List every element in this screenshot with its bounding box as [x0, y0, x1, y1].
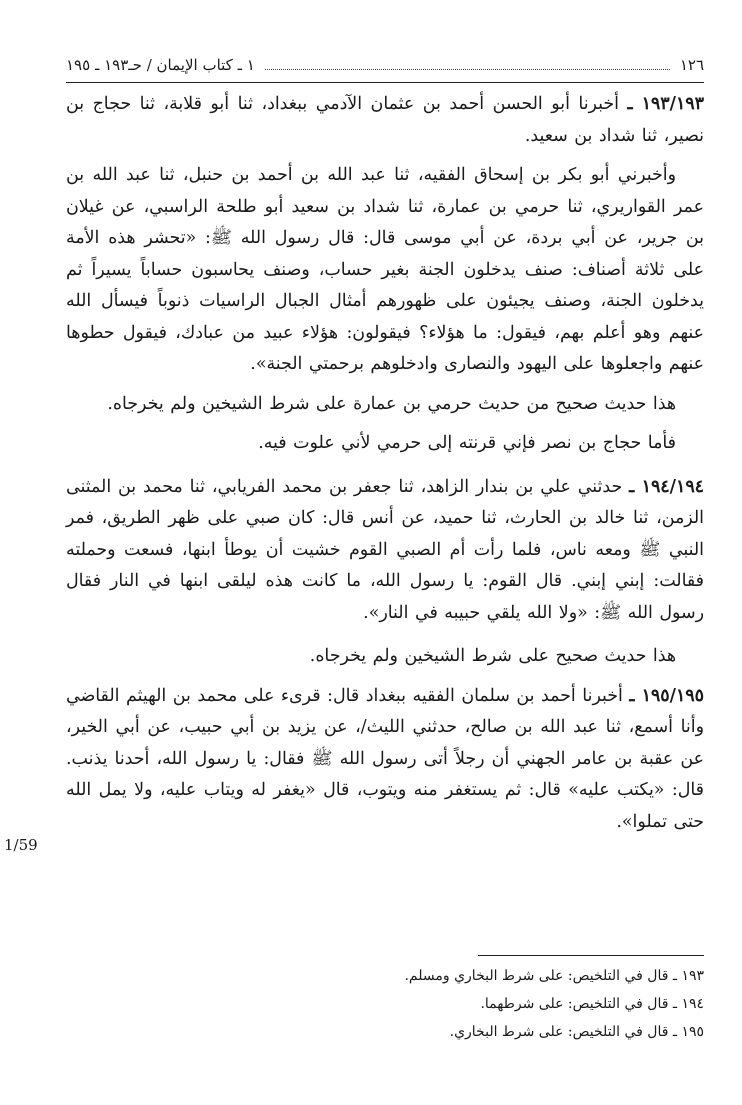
- authentication-paragraph: [66, 641, 704, 673]
- paragraph-text: فأما حجاج بن نصر فإني قرنته إلى حرمي لأني علوت فيه.: [258, 433, 676, 453]
- hadith-193-chain-paragraph: [66, 160, 704, 381]
- paragraph-text: وأخبرني أبو بكر بن إسحاق الفقيه، ثنا عبد الله بن أحمد بن حنبل، ثنا عبد الله بن عمر القواريري، ثنا حرمي بن عمارة، ثنا شداد بن سعيد أبو طلحة الراسبي، عن غيلان بن جرير، عن أبي بردة، عن أبي موسى قال: قال رسول الله ﷺ: «تحشر هذه الأمة على ثلاثة أصناف: صنف يدخلون الجنة بغير حساب، وصنف يحاسبون حساباً يسيراً ثم يدخلون الجنة، وصنف يجيئون على ظهورهم أمثال الجبال الراسيات ذنوباً فيسأل الله عنهم وهو أعلم بهم، فيقول: ما هؤلاء؟ فيقولون: هؤلاء عبيد من عبادك، فيقول حطوها عنهم واجعلوها على اليهود والنصارى وادخلوهم برحمتي الجنة».: [66, 165, 704, 374]
- authentication-paragraph: [66, 389, 704, 421]
- hadith-number: ١٩٣/١٩٣ ـ: [627, 94, 704, 114]
- page-number: ١٢٦: [679, 56, 704, 74]
- paragraph-text: أخبرنا أحمد بن سلمان الفقيه ببغداد قال: قرىء على محمد بن الهيثم القاضي وأنا أسمع، ثنا عبد الله بن صالح، حدثني الليث/، عن يزيد بن أبي حبيب، عن أبي الخير، عن عقبة بن عامر الجهني أن رجلاً أتى رسول الله ﷺ فقال: يا رسول الله، أحدنا يذنب. قال: «يكتب عليه» قال: ثم يستغفر منه ويتوب، قال «يغفر له ويتاب عليه، ولا يمل الله حتى تملوا».: [66, 685, 704, 832]
- paragraph-text: حدثني علي بن بندار الزاهد، ثنا جعفر بن محمد الفريابي، ثنا محمد بن المثنى الزمن، ثنا خالد بن الحارث، ثنا حميد، عن أنس قال: كان صبي على ظهر الطريق، فمر النبي ﷺ ومعه ناس، فلما رأت أم الصبي القوم خشيت أن يوطأ ابنها، فسعت وحملته فقالت: إبني إبني. قال القوم: يا رسول الله، ما كانت هذه ليلقى ابنها في النار فقال رسول الله ﷺ: «ولا الله يلقي حبيبه في النار».: [66, 476, 704, 623]
- paragraph-text: هذا حديث صحيح على شرط الشيخين ولم يخرجاه.: [309, 646, 676, 666]
- hadith-193-paragraph: [66, 89, 704, 152]
- paragraph-text: هذا حديث صحيح من حديث حرمي بن عمارة على شرط الشيخين ولم يخرجاه.: [107, 393, 676, 414]
- note-paragraph: [66, 428, 704, 460]
- hadith-number: ١٩٤/١٩٤ ـ: [629, 476, 705, 497]
- footnotes: [84, 962, 704, 1046]
- hadith-194-paragraph: [66, 472, 704, 630]
- footnote-rule: [478, 955, 704, 956]
- manuscript-folio-marker: 1/59: [4, 836, 38, 854]
- running-title: ١ ـ كتاب الإيمان / حـ١٩٣ ـ ١٩٥: [66, 56, 255, 74]
- header-dot-leader: [265, 69, 670, 70]
- footnote-195: ١٩٥ ـ قال في التلخيص: على شرط البخاري.: [449, 1024, 704, 1040]
- header-rule: [66, 82, 704, 83]
- footnote-194: ١٩٤ ـ قال في التلخيص: على شرطهما.: [480, 996, 704, 1012]
- hadith-number: ١٩٥/١٩٥ ـ: [629, 685, 704, 706]
- footnote-193: ١٩٣ ـ قال في التلخيص: على شرط البخاري ومسلم.: [404, 968, 704, 984]
- hadith-195-paragraph: [66, 681, 704, 839]
- paragraph-text: أخبرنا أبو الحسن أحمد بن عثمان الآدمي ببغداد، ثنا أبو قلابة، ثنا حجاج بن نصير، ثنا شداد بن سعيد.: [66, 94, 704, 146]
- page-body: [66, 56, 704, 838]
- running-header: [66, 56, 704, 78]
